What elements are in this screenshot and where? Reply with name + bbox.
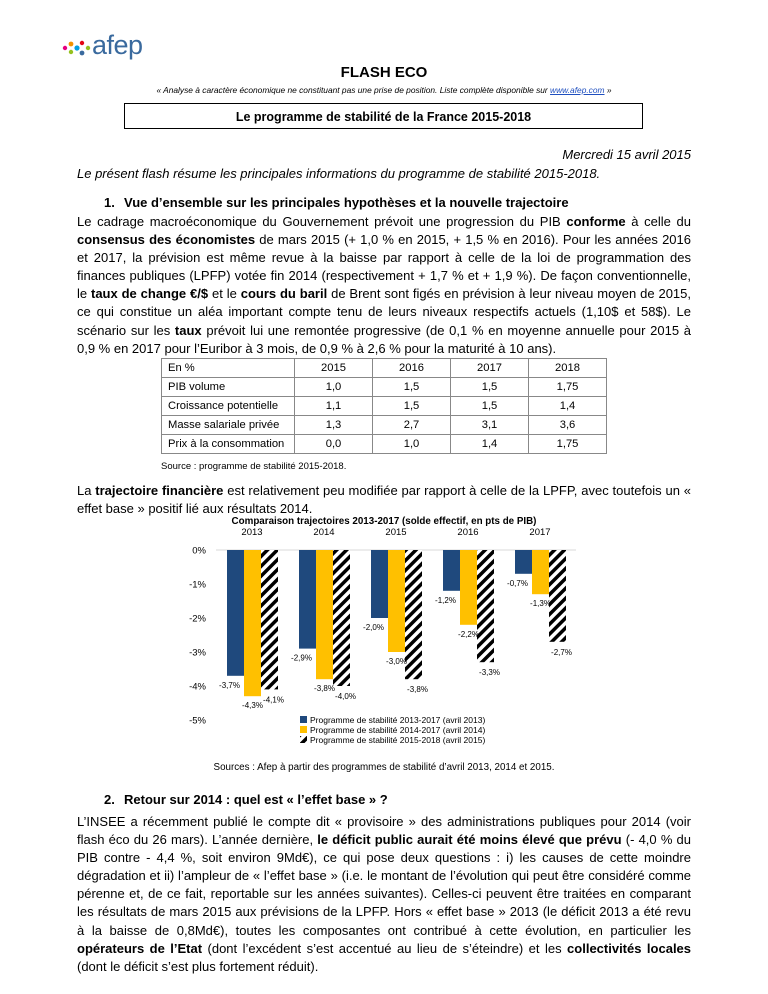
- table-header-cell: 2017: [451, 359, 529, 378]
- subtitle-suffix: »: [604, 85, 612, 95]
- bar-1-2014: [299, 550, 316, 649]
- text-run-bold: opérateurs de l’Etat: [77, 940, 203, 956]
- bar-1-2017: [515, 550, 532, 574]
- subtitle-prefix: « Analyse à caractère économique ne constituant pas une prise de position. Liste complète disponible sur: [156, 85, 551, 95]
- table-cell: 1,3: [295, 416, 373, 435]
- legend-swatch: [300, 716, 307, 723]
- bar-1-2013: [227, 550, 244, 676]
- table-cell: 1,75: [529, 378, 607, 397]
- text-run: et le: [208, 286, 241, 302]
- table-header-cell: 2018: [529, 359, 607, 378]
- y-tick-label: -2%: [189, 613, 206, 625]
- publication-date: Mercredi 15 avril 2015: [562, 147, 691, 162]
- chart-legend: [300, 715, 485, 745]
- data-label: -3,0%: [386, 657, 407, 666]
- bar-2-2016: [460, 550, 477, 625]
- text-run: prévoit lui une remontée progressive (de 0,1 % en moyenne annuelle pour 2015 à 0,9 % en 2017 pour l’Euribor à 3 mois, de 0,9 % à 2,6 % pour la maturité à 10 ans).: [77, 322, 691, 356]
- bar-1-2016: [443, 550, 460, 591]
- bar-2-2014: [316, 550, 333, 679]
- table-cell: 3,6: [529, 416, 607, 435]
- afep-website-link[interactable]: www.afep.com: [550, 85, 605, 95]
- x-category-label: 2017: [529, 527, 551, 538]
- chart-bars: [227, 550, 566, 696]
- table-cell: Prix à la consommation: [162, 435, 295, 454]
- text-run-bold: collectivités locales: [567, 940, 692, 956]
- table-cell: 1,5: [373, 397, 451, 416]
- table-row: [162, 435, 607, 454]
- y-tick-label: -1%: [189, 579, 206, 591]
- table-cell: 3,1: [451, 416, 529, 435]
- data-label: -3,8%: [407, 685, 428, 695]
- section-1-number: 1.: [104, 195, 115, 210]
- x-category-label: 2014: [313, 527, 335, 538]
- data-label: -2,9%: [291, 653, 312, 663]
- legend-label: Programme de stabilité 2014-2017 (avril 2014): [310, 725, 486, 735]
- y-tick-label: -4%: [189, 681, 206, 693]
- table-source: Source : programme de stabilité 2015-2018.: [161, 461, 347, 472]
- table-cell: 1,0: [295, 378, 373, 397]
- bar-3-2014: [333, 550, 350, 686]
- x-category-label: 2016: [457, 527, 479, 538]
- section-2-paragraph: [77, 813, 691, 976]
- deficit-bar-chart: [180, 526, 600, 752]
- text-run: (- 4,0 % du PIB contre - 4,4 %, soit environ 9Md€), ce qui pose deux questions : i) les causes de cette moindre dégradation et ii) l’ampleur de « l’effet base » (i.e. le montant de l’évolution qui peut être considéré comme pérenne et, de ce fait, reportable sur les années suivantes). Celles-ci peuvent être traitées en comparant les résultats de mars 2015 aux prévisions de la LPFP. Hors « effet base » 2013 (le déficit 2013 a été revu à la baisse de 0,8Md€), toutes les composantes ont contribué à cette évolution, en particulier les: [77, 832, 692, 938]
- legend-label: Programme de stabilité 2013-2017 (avril 2013): [310, 715, 486, 725]
- bar-3-2013: [261, 550, 278, 689]
- bar-2-2013: [244, 550, 261, 696]
- table-header-cell: En %: [162, 359, 295, 378]
- section-2-heading: [104, 792, 388, 807]
- data-label: -4,1%: [263, 695, 284, 705]
- legend-swatch: [300, 726, 307, 733]
- section-2-number: 2.: [104, 792, 115, 807]
- text-run: L’INSEE a récemment publié le compte dit « provisoire » des administrations publiques pour 2014 (voir flash éco du 26 mars). L’année dernière,: [77, 814, 691, 848]
- text-run: La: [77, 483, 96, 498]
- table-row: [162, 378, 607, 397]
- table-header-cell: 2015: [295, 359, 373, 378]
- table-cell: 1,1: [295, 397, 373, 416]
- data-label: -0,7%: [507, 578, 528, 588]
- legend-label: Programme de stabilité 2015-2018 (avril 2015): [310, 735, 486, 745]
- table-cell: 1,75: [529, 435, 607, 454]
- chart-title: Comparaison trajectoires 2013-2017 (solde effectif, en pts de PIB): [231, 516, 537, 527]
- table-cell: 1,5: [451, 378, 529, 397]
- logo-text: afep: [92, 30, 143, 60]
- table-header-row: [162, 359, 607, 378]
- text-run-bold: taux: [174, 322, 202, 338]
- data-label: -1,2%: [435, 595, 456, 605]
- macro-hypotheses-table: [161, 358, 607, 454]
- bar-1-2015: [371, 550, 388, 618]
- data-label: -4,0%: [335, 692, 356, 701]
- text-run-bold: taux de change €/$: [91, 286, 209, 302]
- table-row: [162, 397, 607, 416]
- bar-3-2016: [477, 550, 494, 662]
- data-label: -3,3%: [479, 668, 500, 678]
- text-run: de mars 2015 (+ 1,0 % en 2015, + 1,5 % en 2016). Pour les années 2016 et 2017, la prévision est même revue à la baisse par rapport à celle de la loi de programmation des finances publiques (LPFP) votée fin 2014 (respectivement + 1,7 % et + 1,9 %). De façon conventionnelle, le: [77, 232, 691, 302]
- text-run-bold: consensus des économistes: [77, 232, 256, 248]
- x-category-label: 2015: [385, 527, 407, 538]
- data-label: -2,7%: [551, 647, 572, 657]
- section-2-title: Retour sur 2014 : quel est « l’effet base » ?: [124, 792, 388, 807]
- text-run: (dont l’excédent s’est accentué au lieu de s’éteindre) et les: [202, 940, 568, 956]
- data-label: -3,8%: [314, 684, 335, 694]
- text-run: de Brent sont figés en prévision à leur niveau moyen de 2015, ce qui constitue un aléa important compte tenu de leurs niveaux respectifs actuels (1,10$ et 58$). Le scénario sur les: [77, 286, 692, 338]
- boxed-title: Le programme de stabilité de la France 2015-2018: [124, 103, 643, 129]
- legend-swatch: [300, 736, 307, 743]
- text-run-bold: le déficit public aurait été moins élevé que prévu: [317, 832, 622, 848]
- section-1-heading: [104, 195, 569, 210]
- text-run: (dont le déficit s’est plus fortement réduit).: [77, 958, 319, 974]
- logo-dots-icon: [63, 41, 90, 56]
- text-run: Le cadrage macroéconomique du Gouvernement prévoit une progression du PIB: [77, 214, 567, 229]
- text-run: à celle du: [625, 214, 691, 229]
- table-cell: Croissance potentielle: [162, 397, 295, 416]
- data-label: -3,7%: [219, 680, 240, 690]
- data-label: -4,3%: [242, 701, 263, 711]
- bar-2-2017: [532, 550, 549, 594]
- data-label: -2,2%: [458, 629, 479, 639]
- bar-3-2017: [549, 550, 566, 642]
- intro-text: Le présent flash résume les principales informations du programme de stabilité 2015-2018.: [77, 166, 601, 181]
- section-1-paragraph: [77, 213, 691, 358]
- bar-2-2015: [388, 550, 405, 652]
- document-title: FLASH ECO: [340, 64, 428, 81]
- table-cell: 1,4: [529, 397, 607, 416]
- section-1-title: Vue d’ensemble sur les principales hypothèses et la nouvelle trajectoire: [124, 195, 569, 210]
- y-tick-label: -5%: [189, 715, 206, 727]
- data-label: -1,3%: [530, 599, 551, 609]
- table-cell: 1,4: [451, 435, 529, 454]
- table-cell: PIB volume: [162, 378, 295, 397]
- y-tick-label: 0%: [192, 545, 206, 557]
- bar-3-2015: [405, 550, 422, 679]
- table-cell: 0,0: [295, 435, 373, 454]
- y-tick-label: -3%: [189, 647, 206, 659]
- table-header-cell: 2016: [373, 359, 451, 378]
- text-run: est relativement peu modifiée par rapport à celle de la LPFP, avec toutefois un « effet base » positif lié aux résultats 2014.: [77, 483, 692, 517]
- text-run-bold: cours du baril: [240, 286, 328, 302]
- table-cell: 1,0: [373, 435, 451, 454]
- table-row: [162, 416, 607, 435]
- text-run-bold: trajectoire financière: [95, 483, 224, 498]
- data-label: -2,0%: [363, 623, 384, 632]
- chart-source: Sources : Afep à partir des programmes de stabilité d’avril 2013, 2014 et 2015.: [213, 762, 555, 773]
- text-run-bold: conforme: [566, 214, 626, 229]
- table-cell: 1,5: [451, 397, 529, 416]
- document-subtitle: [0, 85, 768, 95]
- table-cell: Masse salariale privée: [162, 416, 295, 435]
- table-cell: 2,7: [373, 416, 451, 435]
- table-cell: 1,5: [373, 378, 451, 397]
- x-category-label: 2013: [241, 527, 263, 538]
- paragraph-2: [77, 482, 691, 518]
